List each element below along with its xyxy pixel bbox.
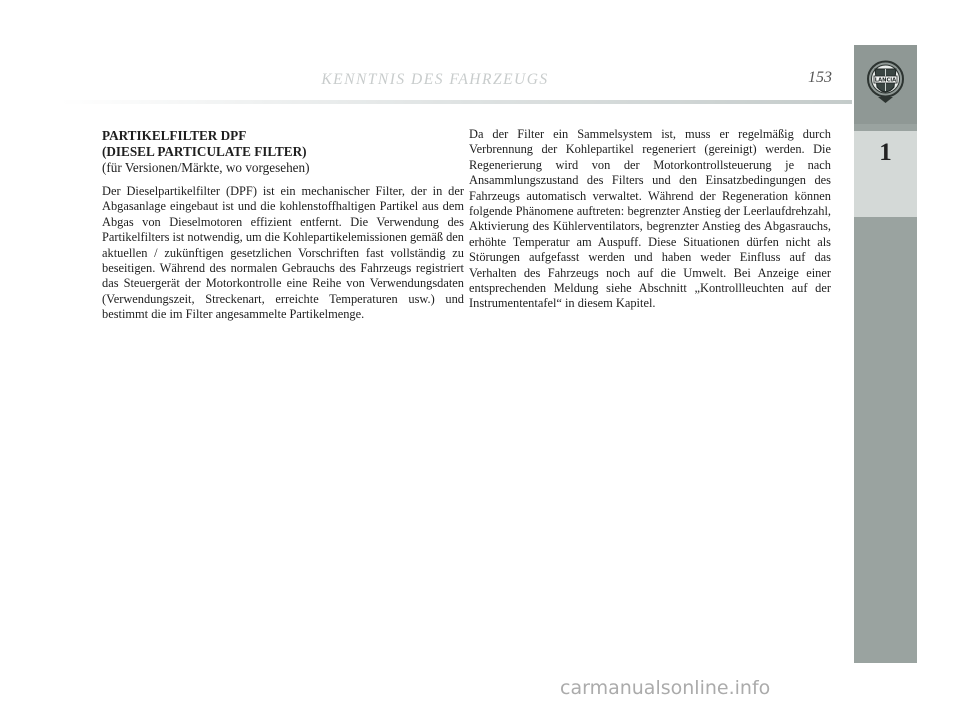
section-subtitle: (für Versionen/Märkte, wo vorgesehen)	[102, 160, 310, 175]
section-title-line1: PARTIKELFILTER DPF	[102, 128, 247, 143]
right-column	[469, 127, 831, 312]
header-rule	[60, 100, 852, 104]
chapter-sidebar	[854, 45, 917, 663]
page-number: 153	[808, 69, 832, 86]
left-column	[102, 128, 464, 323]
logo-text: LANCIA	[874, 77, 897, 84]
right-body-paragraph: Da der Filter ein Sammelsystem ist, muss er regelmäßig durch Verbrennung der Kohlepartikel regeneriert (gereinigt) werden. Die Regenerierung wird von der Motorkontrollsteuerung je nach Ansammlungszustand des Filters und den Einsatzbedingungen des Fahrzeugs automatisch verwaltet. Während der Regeneration können folgende Phänomene auftreten: begrenzter Anstieg der Leerlaufdrehzahl, Aktivierung des Kühlerventilators, begrenzter Anstieg des Abgasrauchs, erhöhte Temperatur am Auspuff. Diese Situationen dürfen nicht als Störungen aufgefasst werden und haben weder Einfluss auf das Verhalten des Fahrzeugs noch auf die Umwelt. Bei Anzeige einer entsprechenden Meldung siehe Abschnitt „Kontrollleuchten auf der Instrumententafel“ in diesem Kapitel.	[469, 127, 831, 311]
logo-block	[854, 45, 917, 124]
watermark: carmanualsonline.info	[560, 677, 771, 699]
section-title-line2: (DIESEL PARTICULATE FILTER)	[102, 144, 307, 159]
left-body-paragraph: Der Dieselpartikelfilter (DPF) ist ein mechanischer Filter, der in der Abgasanlage eingebaut ist und die kohlenstoffhaltigen Partikel aus dem Abgas von Dieselmotoren effizient entfernt. Die Verwendung des Partikelfilters ist notwendig, um die Kohlepartikelemissionen gemäß den aktuellen / zukünftigen gesetzlichen Vorschriften fast vollständig zu beseitigen. Während des normalen Gebrauchs des Fahrzeugs registriert das Steuergerät der Motorkontrolle eine Reihe von Verwendungsdaten (Verwendungszeit, Streckenart, erreichte Temperaturen usw.) und bestimmt die im Filter angesammelte Partikelmenge.	[102, 184, 465, 322]
lancia-shield-icon	[866, 57, 905, 109]
chapter-tab[interactable]	[854, 131, 917, 217]
running-header-title: KENNTNIS DES FAHRZEUGS	[321, 71, 549, 88]
chapter-number: 1	[879, 139, 892, 166]
